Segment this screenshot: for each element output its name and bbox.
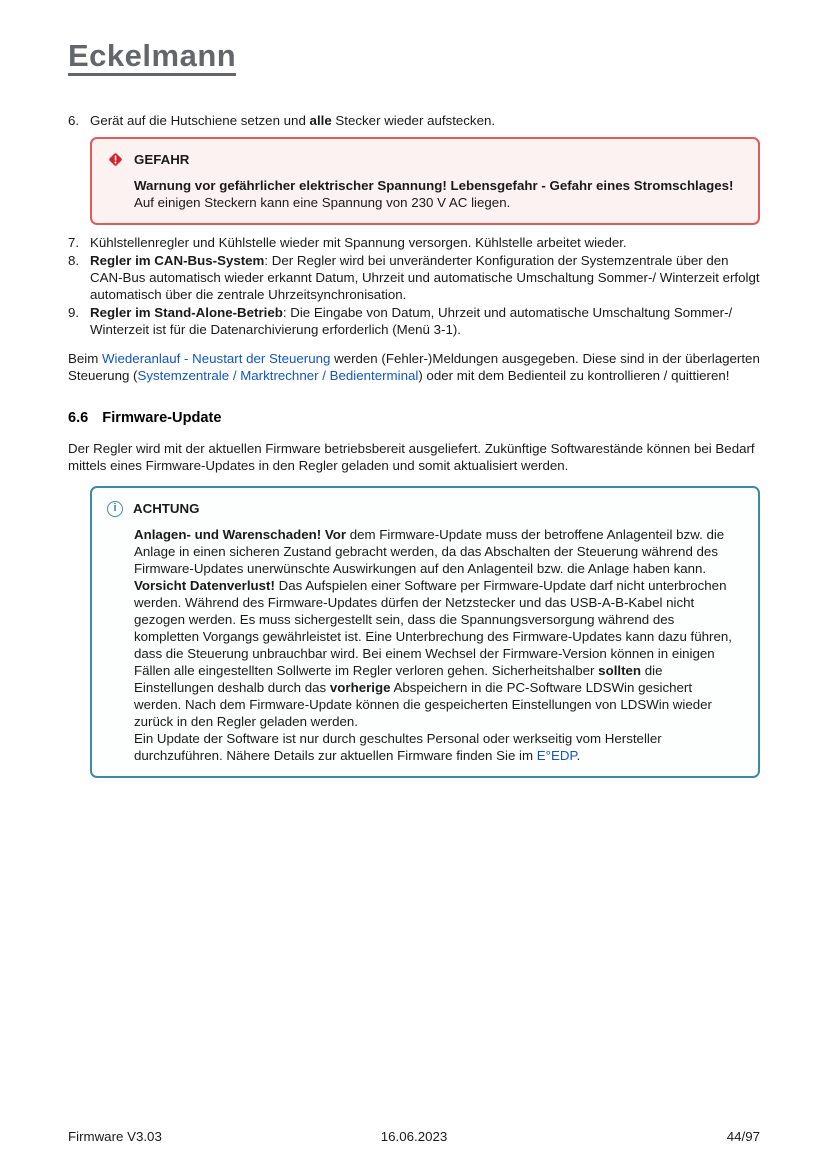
list-item-6 (68, 112, 760, 129)
text-segment: Kühlstellenregler und Kühlstelle wieder mit Spannung versorgen. Kühlstelle arbeitet wieder. (90, 235, 627, 250)
section-heading (68, 410, 760, 427)
text-segment: Anlagen- und Warenschaden! Vor (134, 527, 347, 542)
text-segment: Abspeichern in die PC-Software LDSWin gesichert werden. Nach dem Firmware-Update können die gespeicherten Einstellungen von LDSWin wieder zurück in den Regler geladen werden. (134, 680, 712, 729)
text-segment: alle (309, 113, 332, 128)
text-segment: Das Aufspielen einer Software per Firmware-Update darf nicht unterbrochen werden. Während des Firmware-Updates dürfen der Netzstecker und das USB-A-B-Kabel nicht gezogen werden. Es muss sichergestellt sein, dass die Spannungsversorgung während des kompletten Vorgangs gewährleistet ist. Eine Unterbrechung des Firmware-Updates kann dazu führen, dass die Steuerung unbrauchbar wird. Bei einem Wechsel der Firmware-Version können in einigen Fällen alle eingestellten Sollwerte im Regler verloren gehen. Sicherheitshalber (134, 578, 732, 678)
text-segment: Vorsicht Datenverlust! (134, 578, 275, 593)
attention-box (90, 486, 760, 778)
text-segment: . (576, 748, 581, 763)
text-segment: Regler im Stand-Alone-Betrieb (90, 305, 283, 320)
text-segment: Warnung vor gefährlicher elektrischer Spannung! Lebensgefahr - Gefahr eines Stromschlages! (134, 178, 734, 193)
inline-link[interactable]: Wiederanlauf - Neustart der Steuerung (102, 351, 331, 366)
inline-link[interactable]: E°EDP (536, 748, 577, 763)
list-item-9 (68, 304, 760, 338)
text-segment: : Die Eingabe von Datum, Uhrzeit und automatische Umschaltung Sommer-/ Winterzeit ist für die Datenarchivierung erforderlich (Menü 3-1). (90, 305, 733, 337)
text-segment: werden (Fehler-)Meldungen ausgegeben. Diese sind in der überlagerten Steuerung ( (68, 351, 760, 383)
text-segment: Stecker wieder aufstecken. (331, 113, 496, 128)
attention-box-header (107, 500, 742, 517)
text-segment: : Der Regler wird bei unveränderter Konfiguration der Systemzentrale über den CAN-Bus automatisch wieder erkannt Datum, Uhrzeit und automatische Umschaltung Sommer-/ Winterzeit erfolgt automatisch über die zentrale Uhrzeitsynchronisation. (90, 253, 760, 302)
footer-date: 16.06.2023 (380, 1129, 448, 1144)
text-segment: Ein Update der Software ist nur durch geschultes Personal oder werkseitig vom Hersteller durchzuführen. Nähere Details zur aktuellen Firmware finden Sie im (134, 731, 662, 763)
list-number: 7. (68, 235, 80, 250)
text-segment: Auf einigen Steckern kann eine Spannung von 230 V AC liegen. (134, 195, 511, 210)
text-segment: Beim (68, 351, 102, 366)
list-item-8 (68, 252, 760, 303)
list-number: 6. (68, 113, 80, 128)
danger-text (134, 177, 742, 211)
list-text (90, 112, 760, 129)
section-title: Firmware-Update (102, 410, 222, 426)
company-logo: Eckelmann (68, 40, 236, 76)
text-segment: Gerät auf die Hutschiene setzen und (90, 113, 310, 128)
footer-page-number: 44/97 (726, 1129, 761, 1144)
text-segment: Regler im CAN-Bus-System (90, 253, 265, 268)
firmware-paragraph: Der Regler wird mit der aktuellen Firmware betriebsbereit ausgeliefert. Zukünftige Softwarestände können bei Bedarf mittels eines Firmware-Updates in den Regler geladen und somit aktualisiert werden. (68, 441, 755, 473)
list-number: 9. (68, 305, 80, 320)
list-number: 8. (68, 253, 80, 268)
attention-title: ACHTUNG (133, 501, 200, 516)
section-number: 6.6 (68, 410, 89, 426)
text-segment: die Einstellungen deshalb durch das (134, 663, 663, 695)
list-text (90, 234, 760, 251)
attention-text (134, 526, 742, 764)
list-text (90, 252, 760, 303)
page-footer (68, 1128, 760, 1145)
list-item-7 (68, 234, 760, 251)
footer-version: Firmware V3.03 (68, 1129, 162, 1144)
restart-paragraph (68, 350, 760, 384)
text-segment: sollten (598, 663, 642, 678)
inline-link[interactable]: Systemzentrale / Marktrechner / Bedienterminal (137, 368, 419, 383)
text-segment: dem Firmware-Update muss der betroffene Anlagenteil bzw. die Anlage in einen sicheren Zustand gebracht werden, da das Abschalten der Steuerung während des Firmware-Updates unerwünschte Auswirkungen auf den Anlagenteil bzw. die Anlage haben kann. (134, 527, 725, 576)
danger-title: GEFAHR (134, 152, 190, 167)
danger-box (90, 137, 760, 225)
text-segment: vorherige (329, 680, 391, 695)
danger-box-header (107, 151, 742, 168)
text-segment: ) oder mit dem Bedienteil zu kontrollieren / quittieren! (418, 368, 730, 383)
info-icon: i (107, 501, 123, 517)
danger-icon (107, 151, 124, 168)
list-text (90, 304, 760, 338)
page-content (68, 112, 760, 778)
